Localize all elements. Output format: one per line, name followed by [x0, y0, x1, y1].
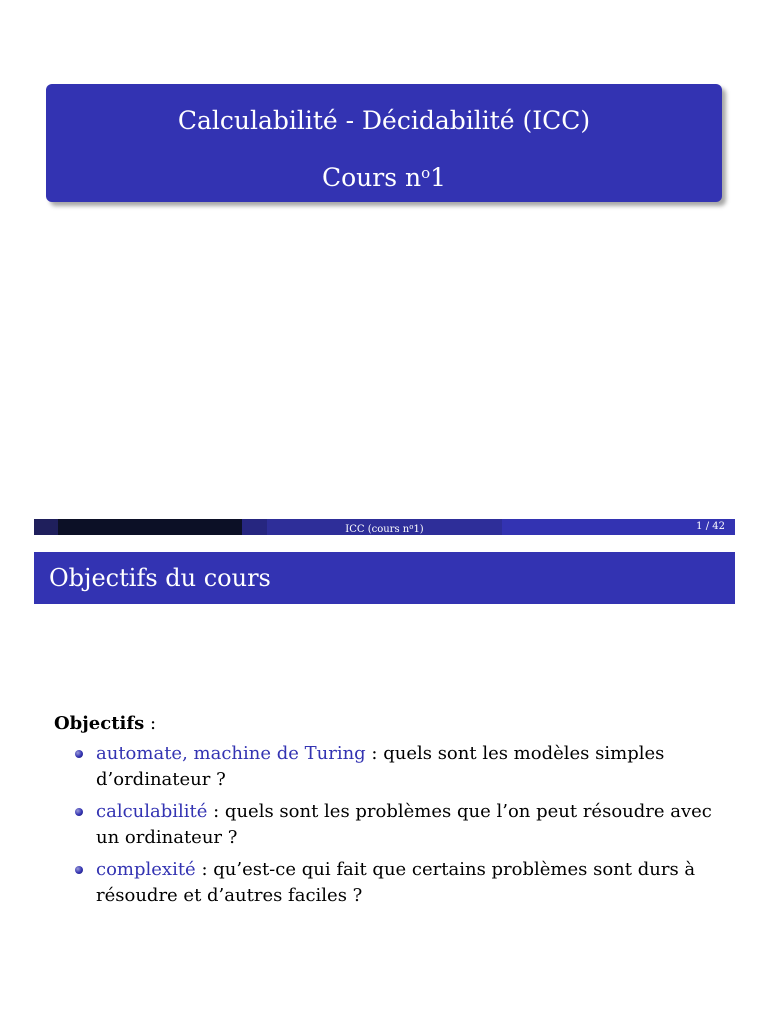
- item-text: : quels sont les problèmes que l’on peut résoudre avec un ordinateur ?: [96, 801, 712, 848]
- item-term: complexité: [96, 859, 196, 880]
- objectives-list: [54, 741, 724, 909]
- item-term: calculabilité: [96, 801, 208, 822]
- footer-title-suffix: 1): [413, 524, 424, 535]
- bullet-icon: [75, 866, 83, 874]
- presentation-subtitle: [46, 158, 722, 193]
- footer-segment-1: [34, 519, 58, 535]
- footer-bar: [34, 519, 735, 535]
- objectives-heading-colon: :: [144, 713, 157, 734]
- item-text: : qu’est-ce qui fait que certains problèmes sont durs à résoudre et d’autres faciles ?: [96, 859, 696, 906]
- footer-page-number: 1 / 42: [502, 519, 735, 535]
- objectives-heading-label: Objectifs: [54, 713, 145, 734]
- objectives-heading: [54, 711, 724, 737]
- frame-content: [54, 711, 724, 915]
- footer-title-superscript: o: [409, 523, 414, 531]
- footer-title-prefix: ICC (cours n: [345, 524, 410, 535]
- title-box: [46, 84, 722, 202]
- bullet-icon: [75, 750, 83, 758]
- subtitle-prefix: Cours n: [321, 163, 422, 192]
- frame-title: Objectifs du cours: [34, 552, 735, 604]
- footer-segment-3: [242, 519, 267, 535]
- list-item: [54, 741, 724, 793]
- list-item: [54, 799, 724, 851]
- subtitle-suffix: 1: [430, 163, 447, 192]
- item-term: automate, machine de Turing: [96, 743, 366, 764]
- footer-segment-2: [58, 519, 242, 535]
- presentation-title: Calculabilité - Décidabilité (ICC): [177, 106, 591, 135]
- bullet-icon: [75, 808, 83, 816]
- list-item: [54, 857, 724, 909]
- subtitle-superscript: o: [421, 164, 431, 182]
- footer-short-title: [267, 519, 502, 535]
- item-text: : quels sont les modèles simples d’ordinateur ?: [96, 743, 665, 790]
